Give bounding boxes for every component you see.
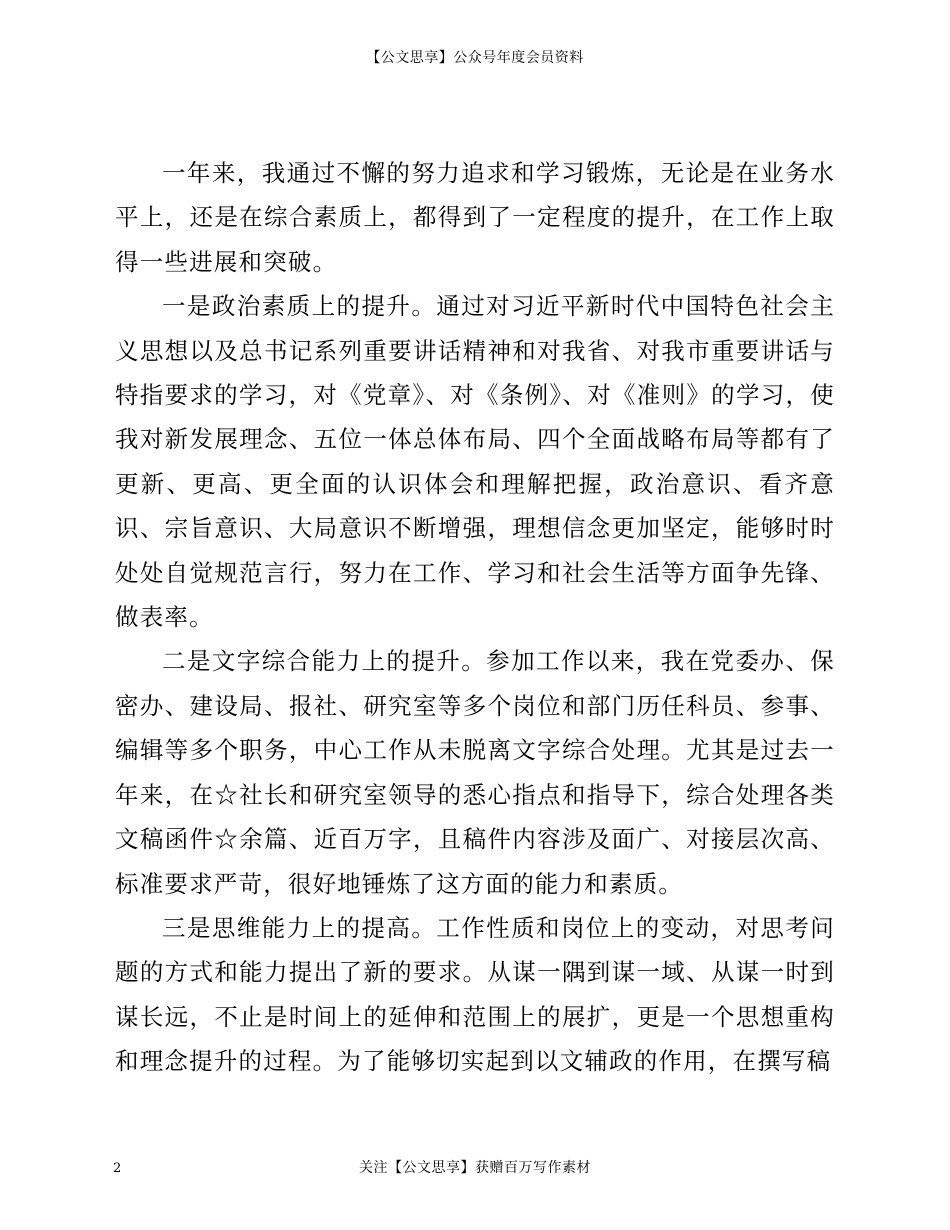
paragraph-intro: 一年来，我通过不懈的努力追求和学习锻炼，无论是在业务水平上，还是在综合素质上，都得到了一定程度的提升，在工作上取得一些进展和突破。 bbox=[115, 159, 835, 276]
page-footer: 关注【公文思享】获赠百万写作素材 bbox=[359, 1160, 591, 1176]
page-number: 2 bbox=[113, 1161, 122, 1176]
document-body bbox=[115, 151, 835, 1084]
paragraph-thinking-ability: 三是思维能力上的提高。工作性质和岗位上的变动，对思考问题的方式和能力提出了新的要求。从谋一隅到谋一域、从谋一时到谋长远，不止是时间上的延伸和范围上的展扩，更是一个思想重构和理念提升的过程。为了能够切实起到以文辅政的作用，在撰写稿 bbox=[115, 913, 835, 1076]
paragraph-political-quality: 一是政治素质上的提升。通过对习近平新时代中国特色社会主义思想以及总书记系列重要讲话精神和对我省、对我市重要讲话与特指要求的学习，对《党章》、对《条例》、对《准则》的学习，使我对新发展理念、五位一体总体布局、四个全面战略布局等都有了更新、更高、更全面的认识体会和理解把握，政治意识、看齐意识、宗旨意识、大局意识不断增强，理想信念更加坚定，能够时时处处自觉规范言行，努力在工作、学习和社会生活等方面争先锋、做表率。 bbox=[115, 292, 835, 632]
paragraph-writing-ability: 二是文字综合能力上的提升。参加工作以来，我在党委办、保密办、建设局、报社、研究室等多个岗位和部门历任科员、参事、编辑等多个职务，中心工作从未脱离文字综合处理。尤其是过去一年来，在☆社长和研究室领导的悉心指点和指导下，综合处理各类文稿函件☆余篇、近百万字，且稿件内容涉及面广、对接层次高、标准要求严苛，很好地锤炼了这方面的能力和素质。 bbox=[115, 647, 835, 898]
page-header: 【公文思享】公众号年度会员资料 bbox=[366, 50, 584, 66]
